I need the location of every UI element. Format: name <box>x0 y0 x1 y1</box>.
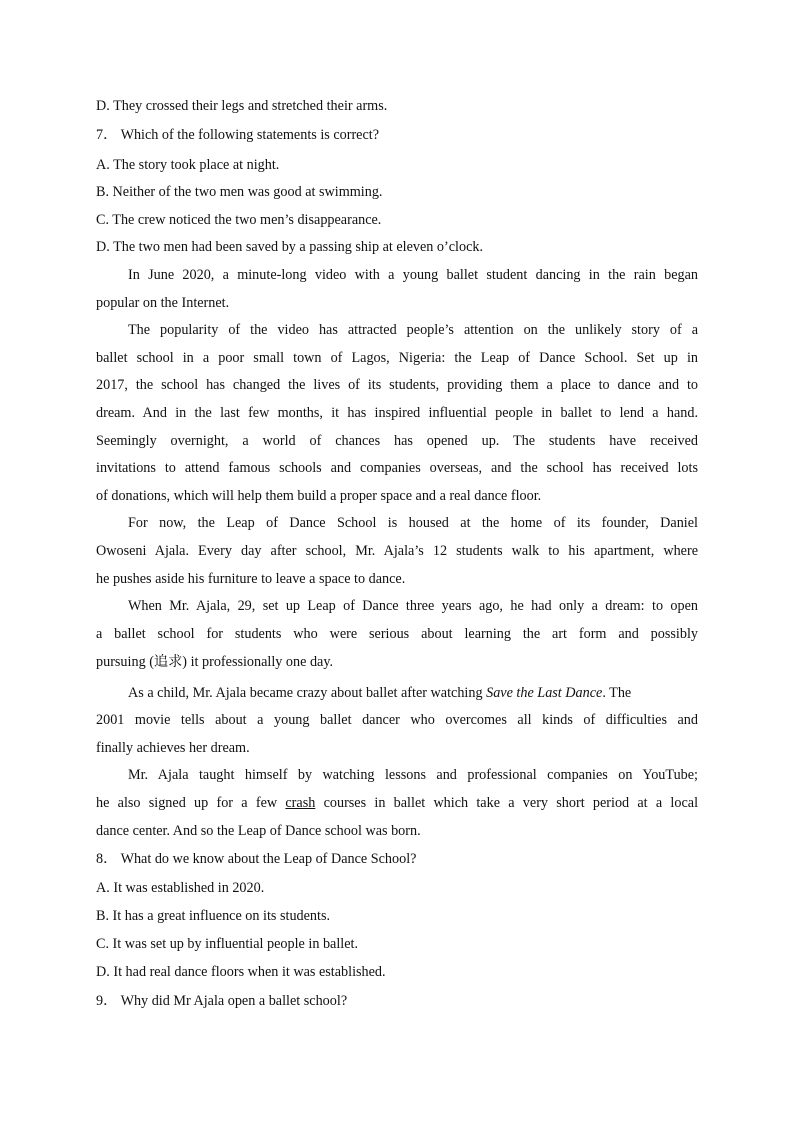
passage-p6-text: he also signed up for a few <box>96 795 278 811</box>
passage-p3-line: For now, the Leap of Dance School is housed at the home of its founder, Daniel <box>128 515 698 531</box>
passage-p5-text: . The <box>602 685 632 701</box>
passage-p3-line: Owoseni Ajala. Every day after school, Mr. Ajala’s 12 students walk to his apartment, where <box>96 543 698 559</box>
q7-option-c: C. The crew noticed the two men’s disappearance. <box>96 212 382 228</box>
passage-p2-line: Seemingly overnight, a world of chances has opened up. The students have received <box>96 433 698 449</box>
q8-option-c: C. It was set up by influential people in ballet. <box>96 936 359 952</box>
passage-p6-line: Mr. Ajala taught himself by watching lessons and professional companies on YouTube; <box>128 767 698 783</box>
q7-option-d: D. The two men had been saved by a passing ship at eleven o’clock. <box>96 239 484 255</box>
q7-stem: 7． Which of the following statements is correct? <box>96 127 380 143</box>
q7-option-a: A. The story took place at night. <box>96 157 280 173</box>
passage-p4-line: a ballet school for students who were serious about learning the art form and possibly <box>96 626 698 642</box>
passage-p5-text: As a child, Mr. Ajala became crazy about ballet after watching <box>128 685 483 701</box>
q9-stem: 9． Why did Mr Ajala open a ballet school? <box>96 993 348 1009</box>
passage-p2-line: invitations to attend famous schools and companies overseas, and the school has received lots <box>96 460 698 476</box>
passage-p1-line: popular on the Internet. <box>96 295 230 311</box>
passage-p4-line: pursuing (追求) it professionally one day. <box>96 654 334 670</box>
passage-p5-line: finally achieves her dream. <box>96 740 250 756</box>
passage-p3-line: he pushes aside his furniture to leave a space to dance. <box>96 571 406 587</box>
passage-p6-line2 <box>96 793 698 813</box>
passage-p6-line: dance center. And so the Leap of Dance school was born. <box>96 823 421 839</box>
passage-p6-text: courses in ballet which take a very short period at a local <box>323 795 699 811</box>
passage-p1-line: In June 2020, a minute-long video with a young ballet student dancing in the rain began <box>128 267 698 283</box>
passage-p5-line: 2001 movie tells about a young ballet dancer who overcomes all kinds of difficulties and <box>96 712 698 728</box>
passage-p2-line: dream. And in the last few months, it has inspired influential people in ballet to lend a hand. <box>96 405 698 421</box>
passage-p5-line1 <box>96 683 698 703</box>
passage-p2-line: The popularity of the video has attracted people’s attention on the unlikely story of a <box>128 322 698 338</box>
movie-title: Save the Last Dance <box>486 685 603 701</box>
passage-p2-line: ballet school in a poor small town of Lagos, Nigeria: the Leap of Dance School. Set up in <box>96 350 698 366</box>
q8-option-b: B. It has a great influence on its students. <box>96 908 331 924</box>
q7-option-b: B. Neither of the two men was good at swimming. <box>96 184 383 200</box>
underlined-word: crash <box>285 795 316 811</box>
q6-option-d: D. They crossed their legs and stretched their arms. <box>96 98 388 114</box>
q8-stem: 8． What do we know about the Leap of Dance School? <box>96 851 417 867</box>
passage-p2-line: of donations, which will help them build a proper space and a real dance floor. <box>96 488 542 504</box>
passage-p2-line: 2017, the school has changed the lives of its students, providing them a place to dance and to <box>96 377 698 393</box>
q8-option-d: D. It had real dance floors when it was established. <box>96 964 386 980</box>
q8-option-a: A. It was established in 2020. <box>96 880 265 896</box>
passage-p4-line: When Mr. Ajala, 29, set up Leap of Dance three years ago, he had only a dream: to open <box>128 598 698 614</box>
